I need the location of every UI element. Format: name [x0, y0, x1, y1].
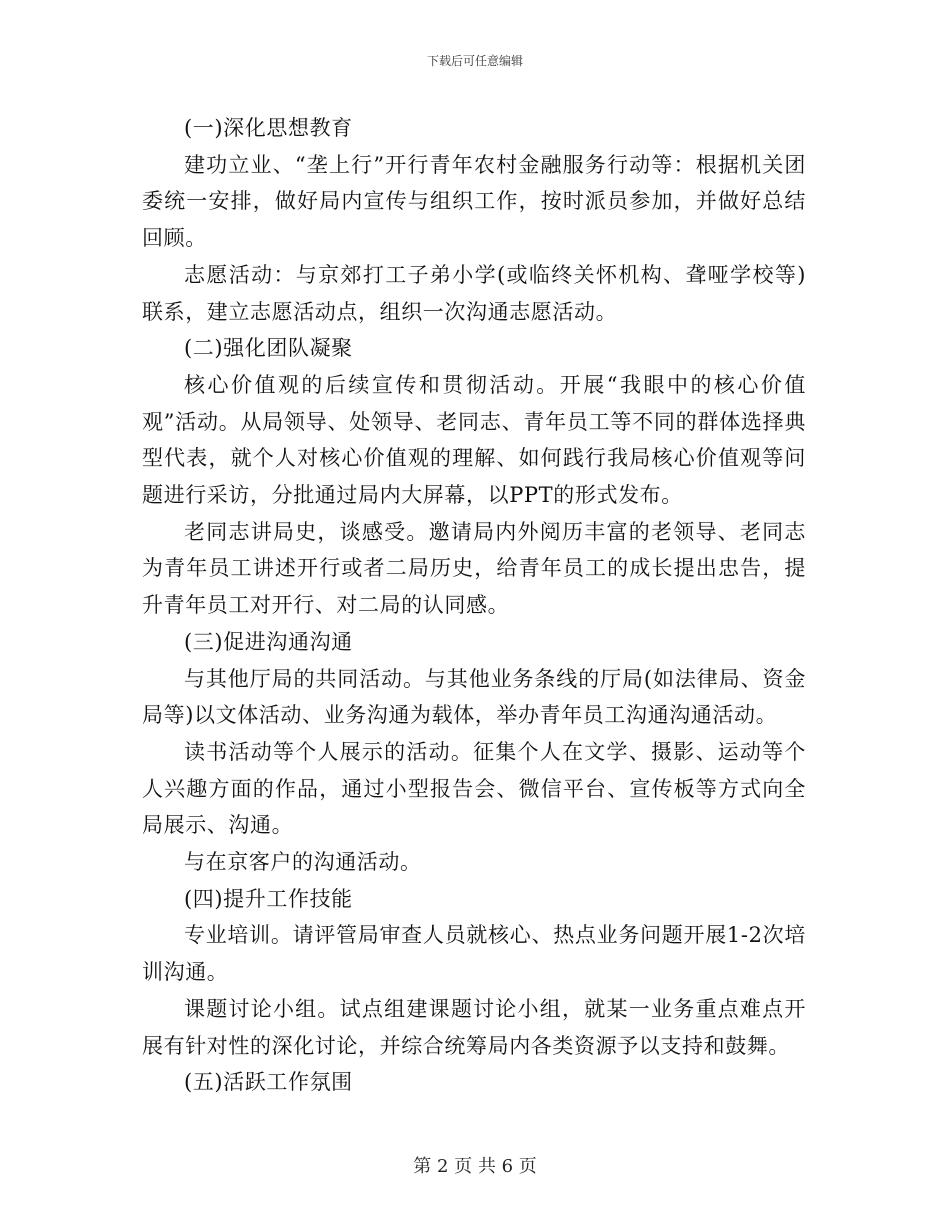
section-heading-1: (一)深化思想教育 [184, 116, 353, 140]
paragraph: 老同志讲局史，谈感受。邀请局内外阅历丰富的老领导、老同志为青年员工讲述开行或者二局历史，给青年员工的成长提出忠告，提升青年员工对开行、对二局的认同感。 [142, 519, 806, 618]
paragraph: 读书活动等个人展示的活动。征集个人在文学、摄影、运动等个人兴趣方面的作品，通过小型报告会、微信平台、宣传板等方式向全局展示、沟通。 [142, 739, 806, 838]
section-heading-5: (五)活跃工作氛围 [184, 1070, 353, 1095]
paragraph: 建功立业、“垄上行”开行青年农村金融服务行动等：根据机关团委统一安排，做好局内宣传与组织工作，按时派员参加，并做好总结回顾。 [142, 152, 806, 251]
paragraph: 志愿活动：与京郊打工子弟小学(或临终关怀机构、聋哑学校等)联系，建立志愿活动点，组织一次沟通志愿活动。 [142, 262, 806, 324]
document-body [142, 110, 806, 1101]
paragraph: 核心价值观的后续宣传和贯彻活动。开展“我眼中的核心价值观”活动。从局领导、处领导、老同志、青年员工等不同的群体选择典型代表，就个人对核心价值观的理解、如何践行我局核心价值观等问题进行采访，分批通过局内大屏幕，以PPT的形式发布。 [142, 372, 806, 508]
paragraph: 课题讨论小组。试点组建课题讨论小组，就某一业务重点难点开展有针对性的深化讨论，并综合统筹局内各类资源予以支持和鼓舞。 [142, 996, 806, 1058]
section-heading-2: (二)强化团队凝聚 [184, 336, 353, 361]
page-header: 下载后可任意编辑 [426, 54, 523, 68]
page-footer: 第 2 页 共 6 页 [413, 1156, 537, 1177]
paragraph: 与在京客户的沟通活动。 [184, 850, 422, 875]
paragraph: 与其他厅局的共同活动。与其他业务条线的厅局(如法律局、资金局等)以文体活动、业务沟通为载体，举办青年员工沟通沟通活动。 [142, 666, 806, 728]
paragraph: 专业培训。请评管局审查人员就核心、热点业务问题开展1-2次培训沟通。 [142, 923, 806, 985]
section-heading-4: (四)提升工作技能 [184, 886, 353, 911]
section-heading-3: (三)促进沟通沟通 [184, 629, 353, 654]
